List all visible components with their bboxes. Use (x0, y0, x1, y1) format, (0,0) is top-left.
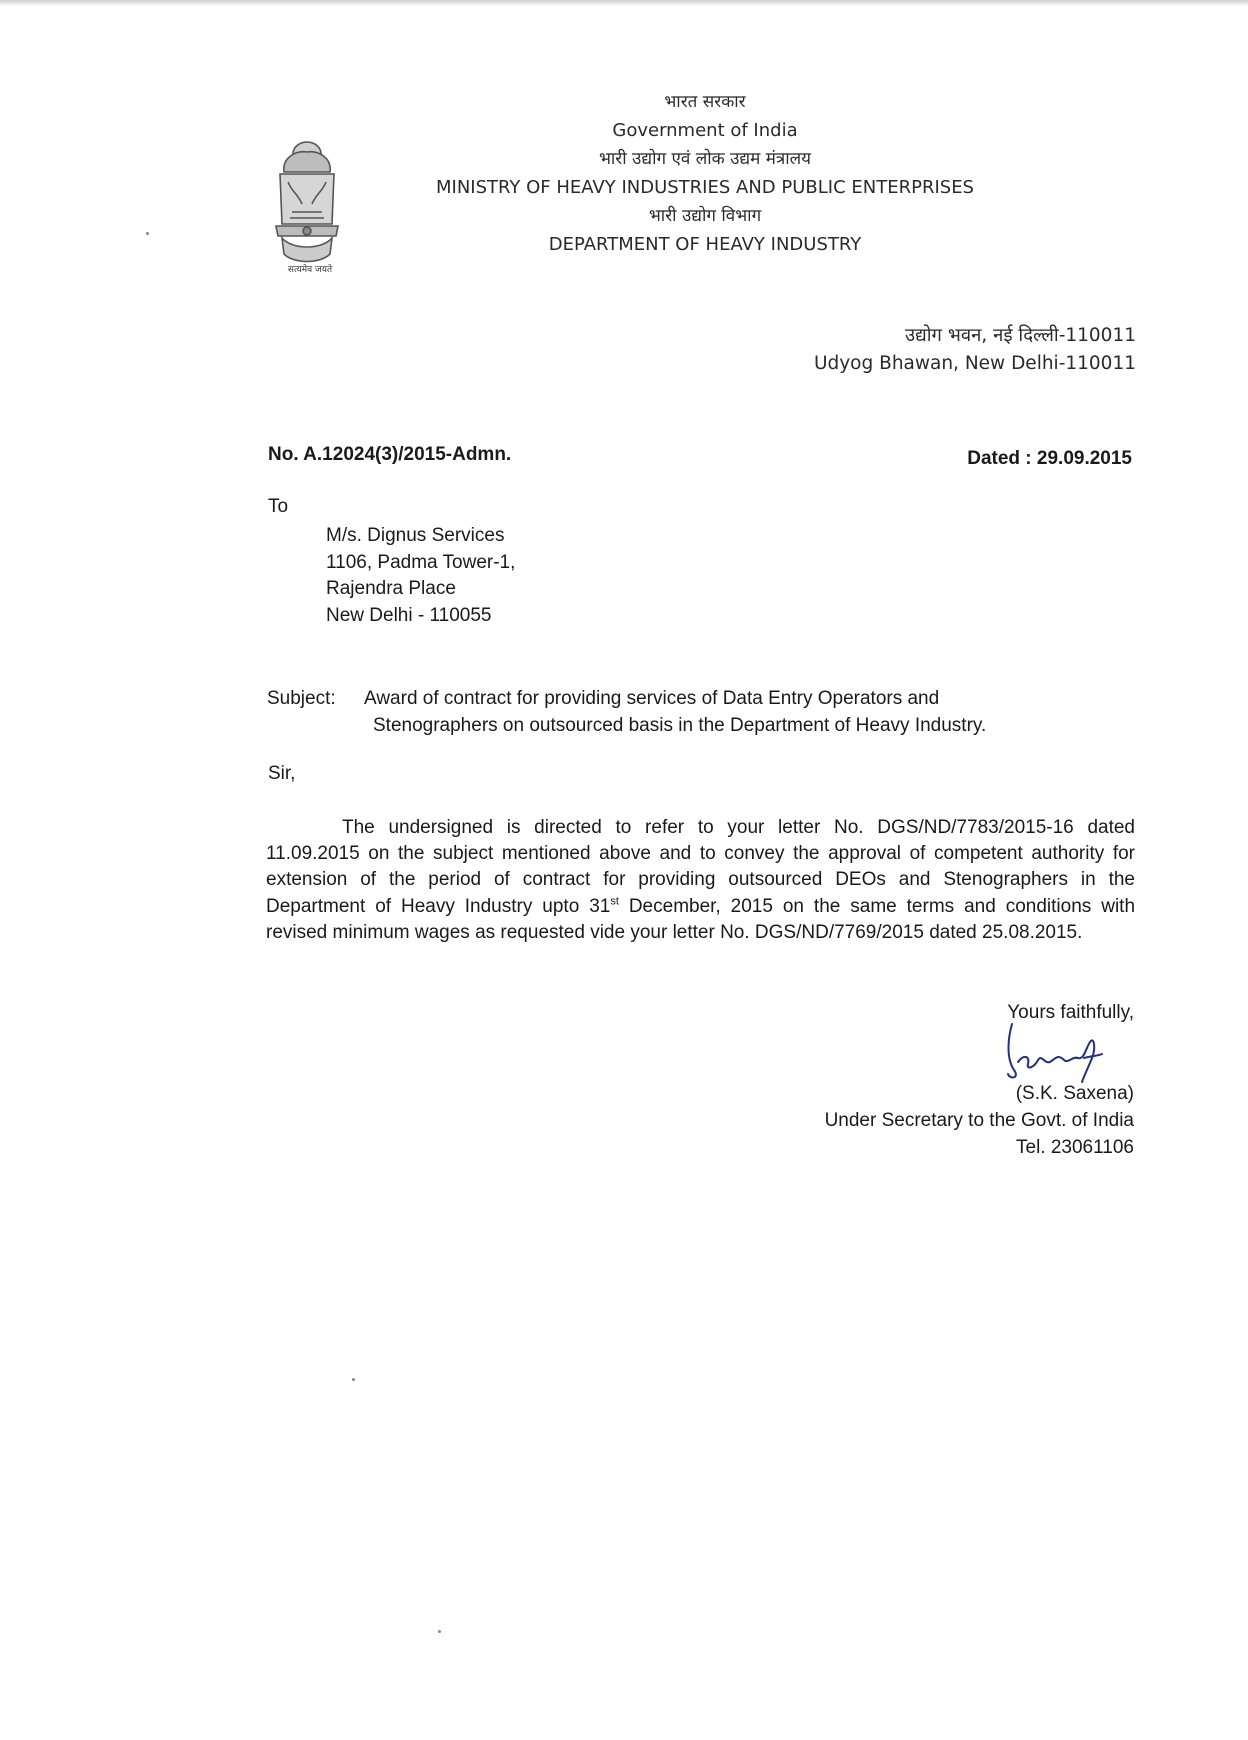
reference-number: No. A.12024(3)/2015-Admn. (268, 444, 512, 465)
recipient-line-3: Rajendra Place (326, 578, 456, 599)
letterhead-government: Government of India (612, 119, 798, 141)
letter-date: Dated : 29.09.2015 (967, 448, 1132, 469)
body-text-part-1: The undersigned is directed to refer to your letter No. DGS/ND/7783/2015-16 dated 11.09.2015 on the subject mentioned above and to convey the approval of competent authority for extension of the period of contract for providing outsourced DEOs and Stenographers in the Department of Heavy Industry upto 31 (266, 817, 1135, 917)
recipient-address (326, 523, 515, 629)
emblem-motto: सत्यमेव जयते (287, 265, 333, 275)
signatory-block (825, 1080, 1134, 1161)
body-paragraph (266, 815, 1135, 946)
subject-label: Subject: (267, 688, 336, 709)
office-address-hindi: उद्योग भवन, नई दिल्ली-110011 (904, 325, 1136, 346)
closing: Yours faithfully, (1007, 1002, 1134, 1023)
signature-icon (998, 1018, 1108, 1086)
subject-block (267, 685, 1135, 739)
letterhead-department: DEPARTMENT OF HEAVY INDUSTRY (548, 233, 862, 255)
salutation: Sir, (268, 763, 296, 784)
office-address-english: Udyog Bhawan, New Delhi-110011 (813, 353, 1136, 374)
recipient-line-2: 1106, Padma Tower-1, (326, 551, 516, 573)
recipient-name: M/s. Dignus Services (326, 525, 505, 546)
signatory-telephone: Tel. 23061106 (1016, 1137, 1134, 1158)
signatory-name: (S.K. Saxena) (1015, 1083, 1134, 1104)
signatory-designation: Under Secretary to the Govt. of India (824, 1110, 1134, 1131)
letterhead-ministry-hindi: भारी उद्योग एवं लोक उद्यम मंत्रालय (598, 149, 812, 169)
letterhead-department-hindi: भारी उद्योग विभाग (648, 206, 762, 226)
scan-speck (146, 232, 149, 235)
office-address (814, 322, 1136, 378)
scan-edge-shadow (0, 0, 1248, 6)
scan-speck (438, 1630, 441, 1633)
letterhead-ministry: MINISTRY OF HEAVY INDUSTRIES AND PUBLIC ENTERPRISES (436, 176, 974, 198)
national-emblem-icon (262, 132, 352, 282)
subject-line-2: Stenographers on outsourced basis in the Department of Heavy Industry. (373, 715, 987, 736)
to-label: To (268, 496, 289, 517)
body-superscript: st (610, 895, 619, 908)
scan-speck (352, 1378, 355, 1381)
body-text-part-2: December, 2015 on the same terms and conditions with revised minimum wages as requested vide your letter No. DGS/ND/7769/2015 dated 25.08.2015. (266, 895, 1136, 943)
letterhead-government-hindi: भारत सरकार (664, 92, 746, 112)
subject-line-1: Award of contract for providing services of Data Entry Operators and (364, 688, 940, 709)
recipient-line-4: New Delhi - 110055 (326, 604, 492, 626)
letterhead (380, 88, 1030, 259)
